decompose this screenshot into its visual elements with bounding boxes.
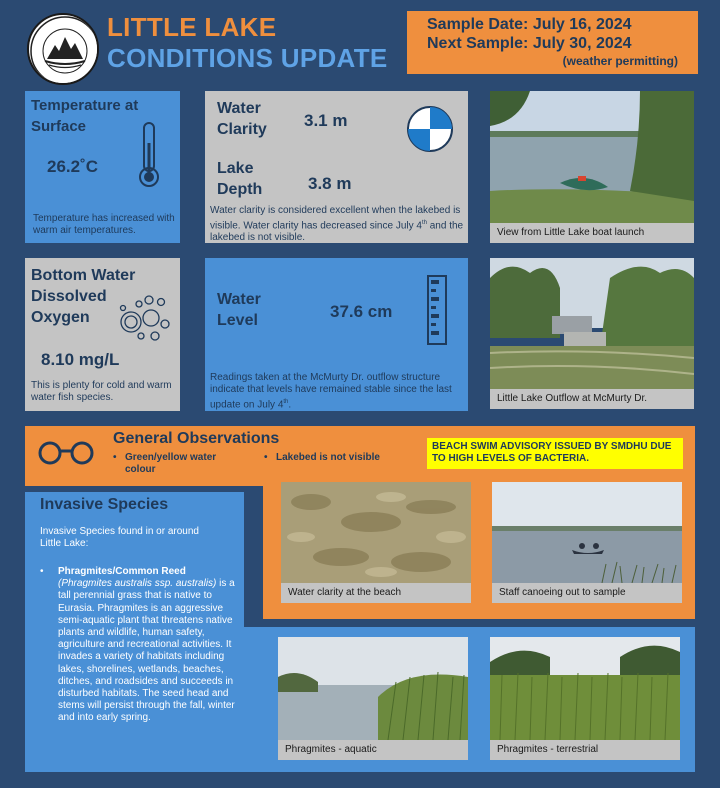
general-observations-panel bbox=[25, 426, 695, 486]
general-observations-heading: General Observations bbox=[113, 430, 280, 447]
species-latin-name: (Phragmites australis ssp. australis) bbox=[58, 578, 217, 590]
binoculars-icon bbox=[37, 439, 95, 465]
water-level-panel bbox=[205, 258, 468, 411]
photo-beach bbox=[281, 482, 471, 603]
next-sample-date: Next Sample: July 30, 2024 bbox=[427, 35, 632, 52]
bullet: • bbox=[40, 566, 44, 577]
page-title-line2: CONDITIONS UPDATE bbox=[107, 43, 388, 73]
phragmites-aquatic-caption: Phragmites - aquatic bbox=[278, 740, 468, 760]
temperature-panel bbox=[25, 91, 180, 243]
dissolved-oxygen-note: This is plenty for cold and warm water fish species. bbox=[31, 380, 172, 403]
dissolved-oxygen-heading: Bottom Water Dissolved Oxygen bbox=[31, 267, 136, 326]
bubbles-icon bbox=[115, 292, 173, 342]
photo-phragmites-terrestrial bbox=[490, 637, 680, 760]
observation-item-2: • Lakebed is not visible bbox=[264, 452, 380, 463]
clarity-note: Water clarity is considered excellent when the lakebed is visible. Water clarity has decreased since July 4th and the lakebed is not visible. bbox=[210, 205, 464, 244]
water-clarity-value: 3.1 m bbox=[304, 111, 348, 130]
water-clarity-label: Water Clarity bbox=[217, 100, 267, 138]
temperature-note: Temperature has increased with warm air temperatures. bbox=[33, 213, 175, 236]
lake-depth-label: Lake Depth bbox=[217, 160, 263, 198]
sample-date: Sample Date: July 16, 2024 bbox=[427, 16, 632, 33]
invasive-species-heading: Invasive Species bbox=[40, 496, 169, 513]
weather-note: (weather permitting) bbox=[562, 54, 678, 68]
temperature-heading: Temperature at Surface bbox=[31, 97, 139, 135]
canoe-caption: Staff canoeing out to sample bbox=[492, 583, 682, 603]
logo-seal-icon bbox=[29, 15, 99, 85]
observation-item-1: • Green/yellow water colour bbox=[113, 452, 217, 475]
water-level-note: Readings taken at the McMurty Dr. outflow structure indicate that levels have remained stable since the last update on July 4th. bbox=[210, 372, 452, 411]
dissolved-oxygen-panel bbox=[25, 258, 180, 411]
page-title-line1: LITTLE LAKE bbox=[107, 12, 277, 42]
outflow-image bbox=[490, 258, 694, 389]
phragmites-description: • Phragmites/Common Reed (Phragmites australis ssp. australis) is a tall perennial grass that is native to Eurasia. Phragmites is an aggressive semi-aquatic plant that threatens native plants and wildlife, human safety, agriculture and recreational activities. It invades a variety of habitats including lakes, shorelines, wetlands, beaches, ditches, and roadsides and succeeds in disturbed habitats. The seed head and stems will persist through the fall, winter and into early spring. bbox=[40, 566, 235, 724]
boat-launch-image bbox=[490, 91, 694, 223]
invasive-species-panel bbox=[25, 492, 244, 772]
phragmites-aquatic-image bbox=[278, 637, 468, 740]
lake-depth-value: 3.8 m bbox=[308, 174, 352, 193]
bullet: • bbox=[113, 452, 117, 463]
water-level-value: 37.6 cm bbox=[330, 302, 393, 321]
beach-clarity-image bbox=[281, 482, 471, 583]
outflow-caption: Little Lake Outflow at McMurty Dr. bbox=[490, 389, 694, 409]
canoeing-image bbox=[492, 482, 682, 583]
water-level-label: Water Level bbox=[217, 291, 261, 329]
invasive-intro: Invasive Species found in or around Little Lake: bbox=[40, 526, 199, 550]
photo-phragmites-aquatic bbox=[278, 637, 468, 760]
clarity-depth-panel bbox=[205, 91, 468, 243]
phragmites-terrestrial-image bbox=[490, 637, 680, 740]
species-name: Phragmites/Common Reed bbox=[58, 566, 186, 577]
boat-launch-caption: View from Little Lake boat launch bbox=[490, 223, 694, 243]
photo-canoe bbox=[492, 482, 682, 603]
severn-sound-logo bbox=[27, 13, 99, 85]
swim-advisory: BEACH SWIM ADVISORY ISSUED BY SMDHU DUE TO HIGH LEVELS OF BACTERIA. bbox=[427, 438, 683, 469]
beach-caption: Water clarity at the beach bbox=[281, 583, 471, 603]
dissolved-oxygen-value: 8.10 mg/L bbox=[41, 350, 120, 369]
thermometer-icon bbox=[137, 121, 161, 189]
secchi-disk-icon bbox=[406, 105, 454, 153]
water-level-gauge-icon bbox=[427, 275, 447, 345]
phragmites-terrestrial-caption: Phragmites - terrestrial bbox=[490, 740, 680, 760]
bullet: • bbox=[264, 452, 268, 463]
temperature-value: 26.2˚C bbox=[47, 157, 99, 176]
sample-date-box bbox=[407, 11, 698, 74]
photo-boat-launch bbox=[490, 91, 694, 243]
photo-outflow bbox=[490, 258, 694, 409]
